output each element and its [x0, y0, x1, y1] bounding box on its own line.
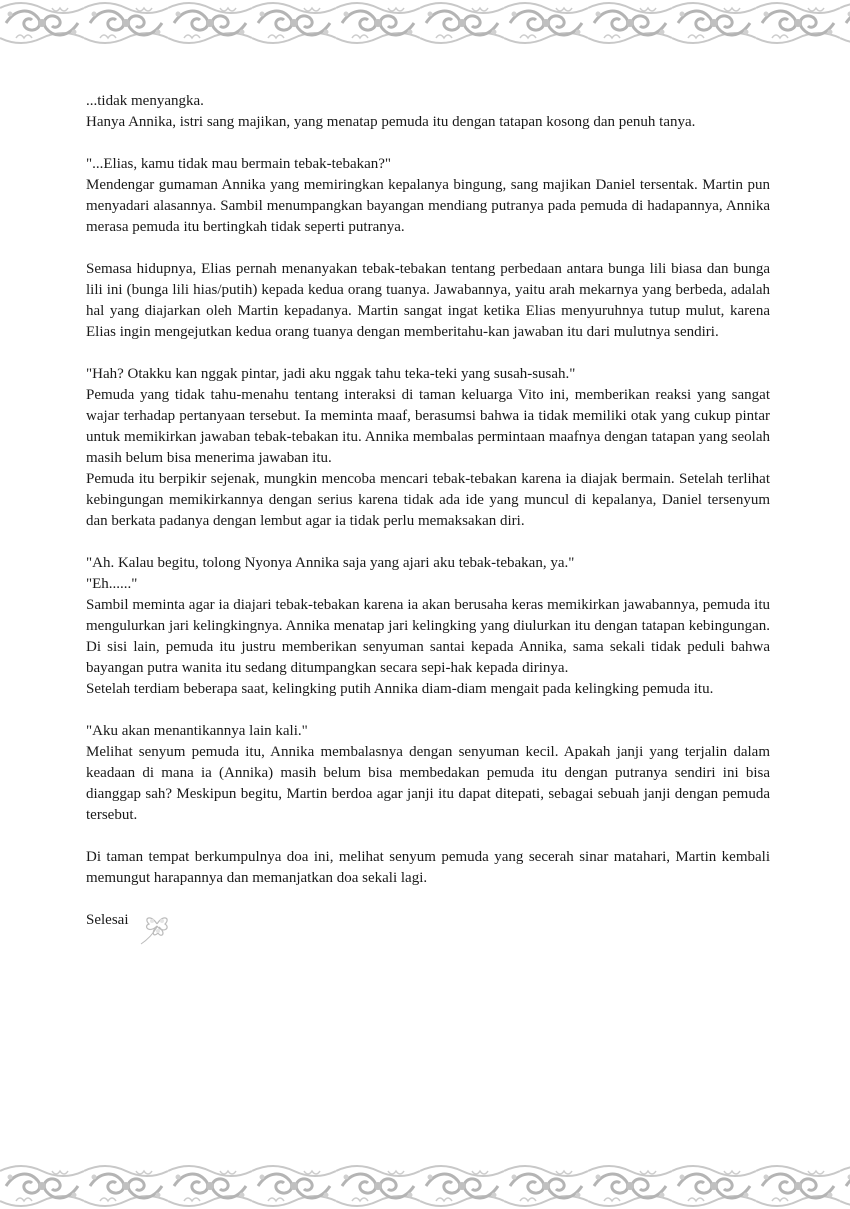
- dialogue-line: "...Elias, kamu tidak mau bermain tebak-tebakan?": [86, 156, 392, 172]
- paragraph-block: [86, 91, 770, 133]
- paragraph-block: [86, 721, 770, 826]
- dialogue-line: "Ah. Kalau begitu, tolong Nyonya Annika saja yang ajari aku tebak-tebakan, ya.": [86, 555, 575, 571]
- paragraph-block: [86, 364, 770, 532]
- paragraph-gap: [86, 343, 770, 364]
- dialogue-line: "Hah? Otakku kan nggak pintar, jadi aku nggak tahu teka-teki yang susah-susah.": [86, 366, 576, 382]
- text-paragraph: Mendengar gumaman Annika yang memiringkan kepalanya bingung, sang majikan Daniel tersentak. Martin pun menyadari alasannya. Sambil menumpangkan bayangan mendiang putranya pada pemuda di hadapannya, Annika merasa pemuda itu bertingkah tidak seperti putranya.: [86, 177, 770, 235]
- paragraph-block: [86, 154, 770, 238]
- story-text: [86, 91, 770, 946]
- paragraph-gap: [86, 826, 770, 847]
- paragraph-gap: [86, 700, 770, 721]
- text-paragraph: Melihat senyum pemuda itu, Annika membalasnya dengan senyuman kecil. Apakah janji yang terjalin dalam keadaan di mana ia (Annika) masih belum bisa membedakan pemuda itu dengan putranya sendiri ini bisa dianggap sah? Meskipun begitu, Martin berdoa agar janji itu dapat ditepati, sebagai sebuah janji dengan pemuda tersebut.: [86, 744, 770, 823]
- bottom-decorative-border: [0, 1163, 850, 1209]
- paragraph-gap: [86, 889, 770, 910]
- paragraph-block: [86, 847, 770, 889]
- text-paragraph: Setelah terdiam beberapa saat, kelingking putih Annika diam-diam mengait pada kelingking pemuda itu.: [86, 681, 714, 697]
- closing-row: [86, 910, 770, 946]
- text-line: ...tidak menyangka.: [86, 93, 204, 109]
- lace-filigree-icon: [0, 0, 850, 46]
- text-paragraph: Pemuda yang tidak tahu-menahu tentang interaksi di taman keluarga Vito ini, memberikan reaksi yang sangat wajar terhadap pertanyaan tersebut. Ia meminta maaf, berasumsi bahwa ia tidak memiliki otak yang cukup pintar untuk memikirkan jawaban tebak-tebakan itu. Annika membalas permintaan maafnya dengan tatapan yang seolah masih belum bisa menerima jawaban itu.: [86, 387, 770, 466]
- paragraph-gap: [86, 238, 770, 259]
- dialogue-line: "Aku akan menantikannya lain kali.": [86, 723, 308, 739]
- text-paragraph: Di taman tempat berkumpulnya doa ini, melihat senyum pemuda yang secerah sinar matahari, Martin kembali memungut harapannya dan memanjatkan doa sekali lagi.: [86, 849, 770, 886]
- dialogue-line: "Eh......": [86, 576, 138, 592]
- text-paragraph: Sambil meminta agar ia diajari tebak-tebakan karena ia akan berusaha keras memikirkan jawabannya, pemuda itu mengulurkan jari kelingkingnya. Annika menatap jari kelingking yang diulurkan itu dengan tatapan kebingungan. Di sisi lain, pemuda itu justru memberikan senyuman santai kepada Annika, sama sekali tidak peduli bahwa bayangan putra wanita itu sedang ditumpangkan secara sepi-hak kepada dirinya.: [86, 597, 770, 676]
- top-decorative-border: [0, 0, 850, 46]
- lace-filigree-icon: [0, 1163, 850, 1209]
- text-paragraph: Semasa hidupnya, Elias pernah menanyakan tebak-tebakan tentang perbedaan antara bunga lili biasa dan bunga lili ini (bunga lili hias/putih) kepada kedua orang tuanya. Jawabannya, yaitu arah mekarnya yang berbeda, adalah hal yang diajarkan oleh Martin kepadanya. Martin sangat ingat ketika Elias menyuruhnya tutup mulut, karena Elias ingin mengejutkan kedua orang tuanya dengan memberitahu-kan jawaban itu dari mulutnya sendiri.: [86, 261, 770, 340]
- paragraph-block: [86, 553, 770, 700]
- text-paragraph: Pemuda itu berpikir sejenak, mungkin mencoba mencari tebak-tebakan karena ia diajak bermain. Setelah terlihat kebingungan memikirkannya dengan serius karena tidak ada ide yang muncul di kepalanya, Daniel tersenyum dan berkata padanya dengan lembut agar ia tidak perlu memaksakan diri.: [86, 471, 770, 529]
- paragraph-block: [86, 259, 770, 343]
- closing-word: Selesai: [86, 912, 129, 928]
- paragraph-gap: [86, 133, 770, 154]
- four-leaf-clover-icon: [137, 906, 177, 946]
- text-paragraph: Hanya Annika, istri sang majikan, yang menatap pemuda itu dengan tatapan kosong dan penuh tanya.: [86, 114, 696, 130]
- paragraph-gap: [86, 532, 770, 553]
